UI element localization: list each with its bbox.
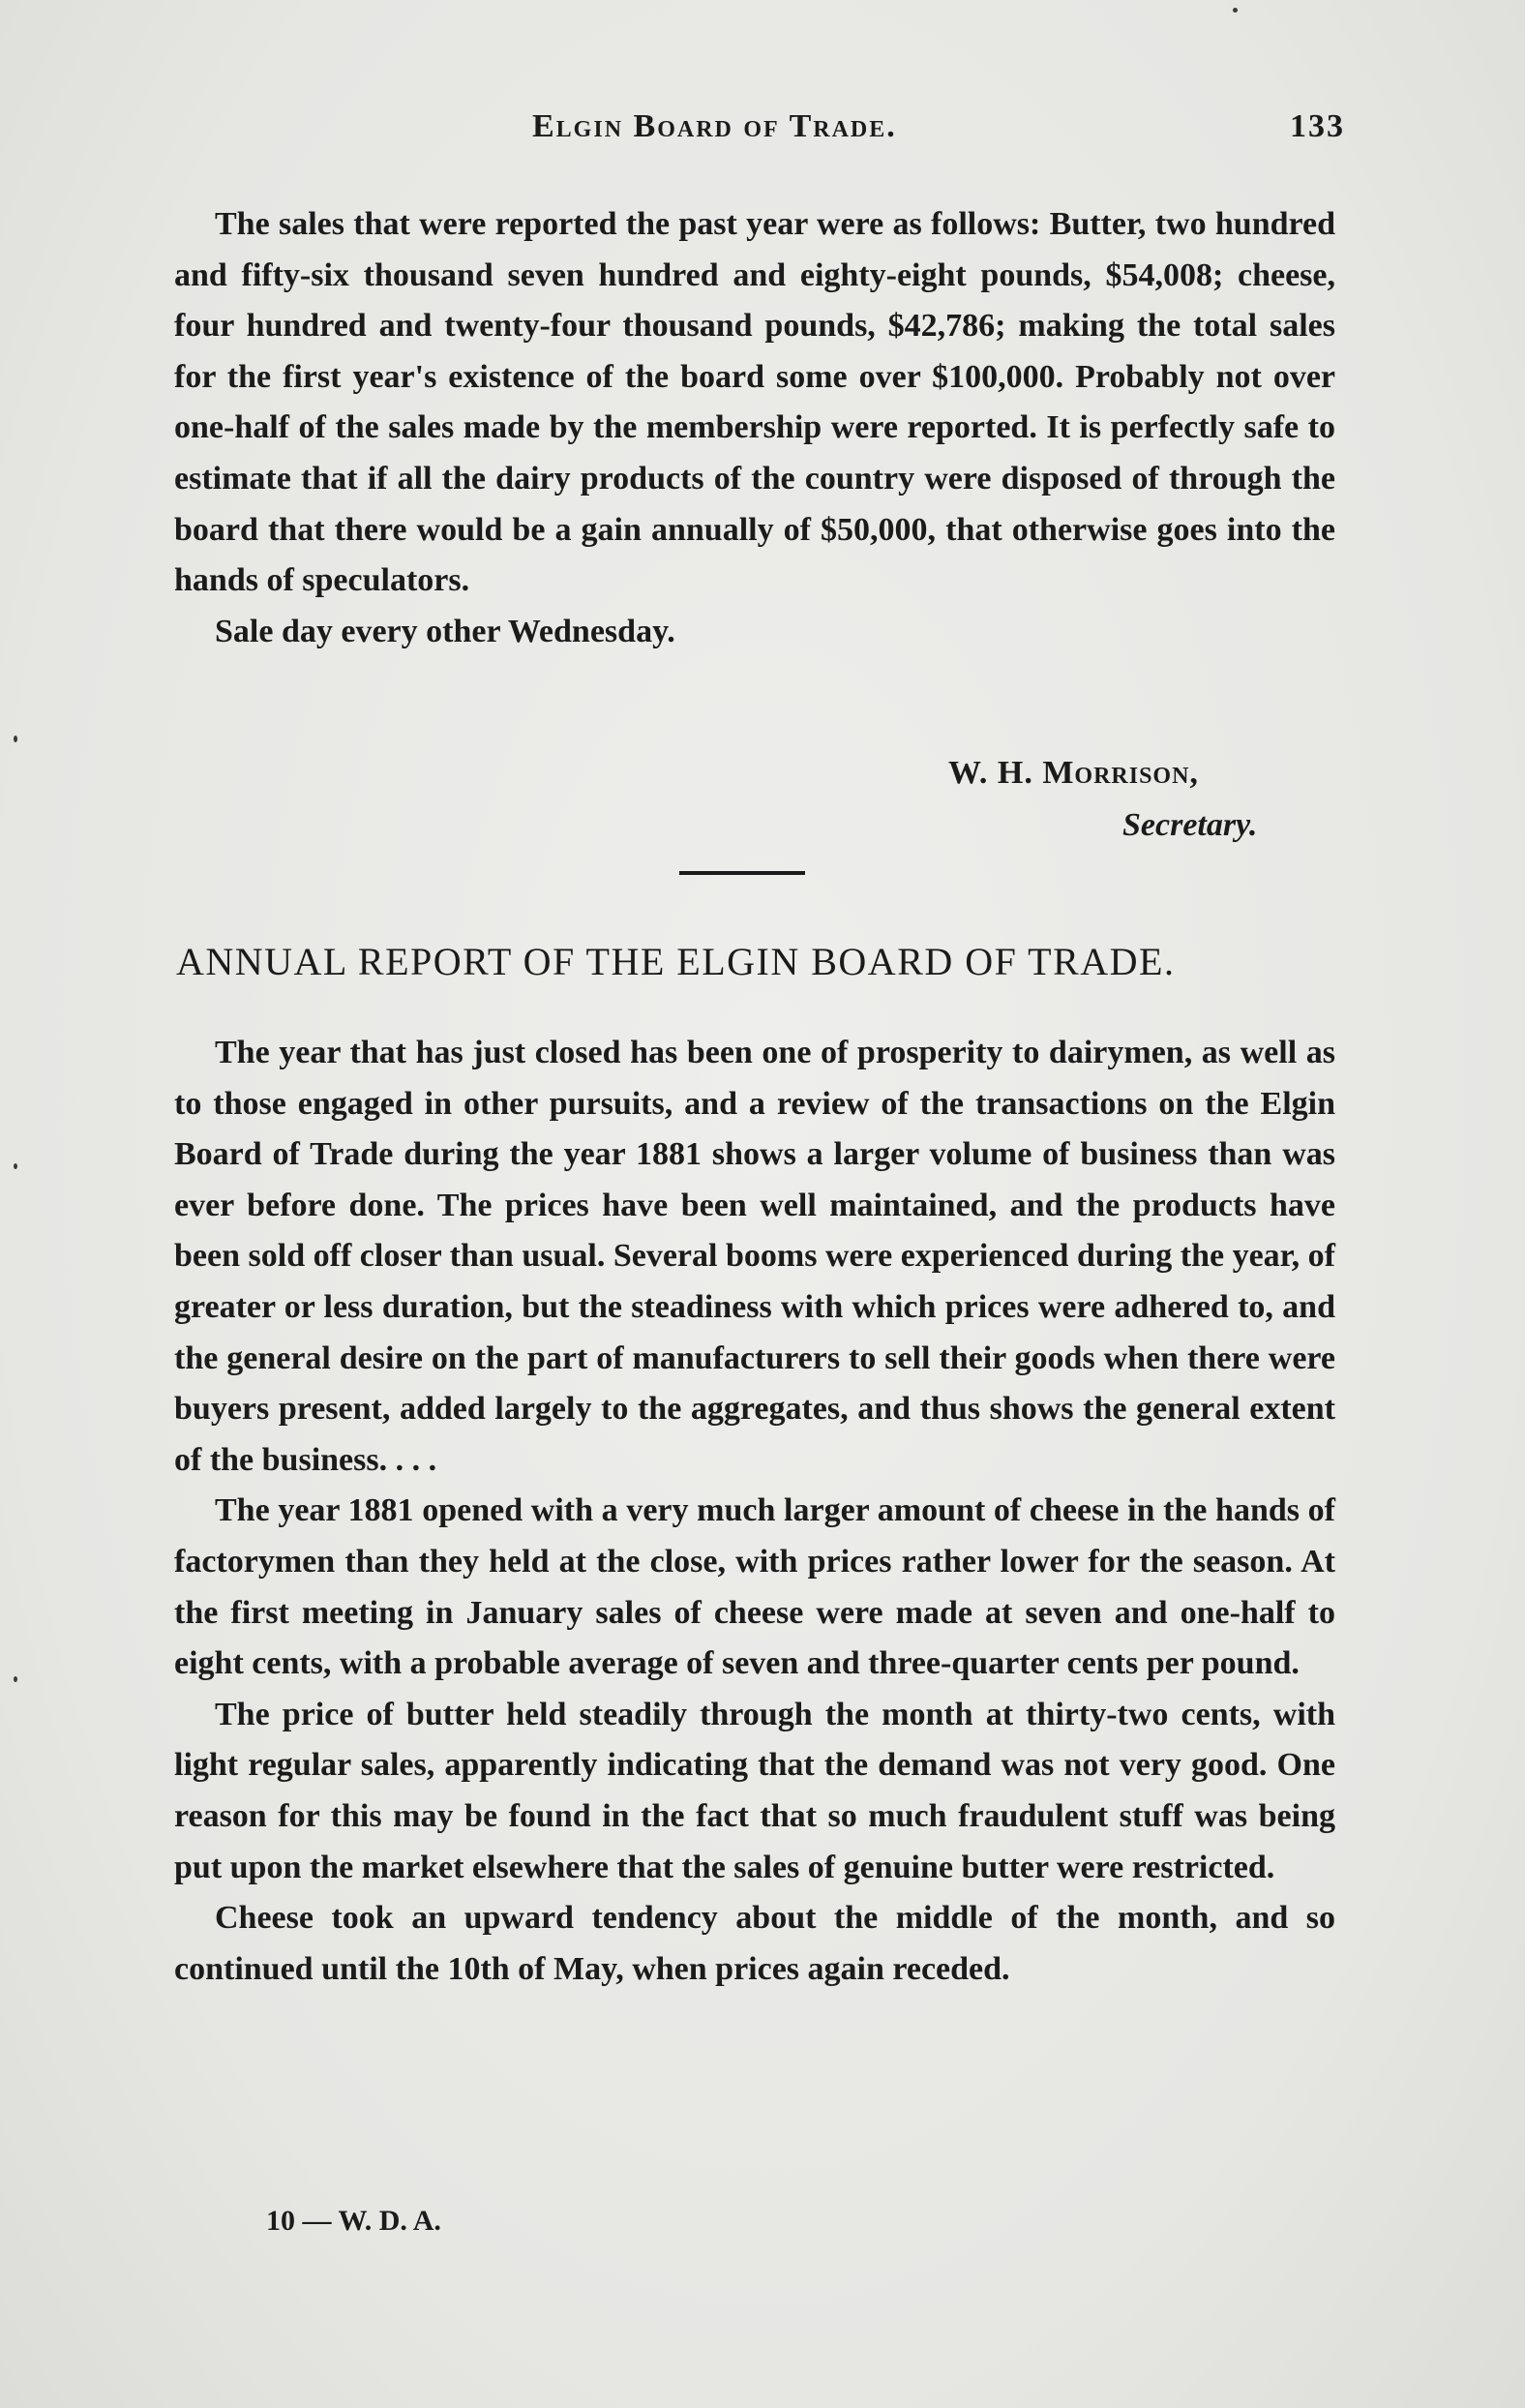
- print-speck: [14, 736, 17, 742]
- report-paragraph-4: Cheese took an upward tendency about the middle of the month, and so continued until the 10th of May, when prices again receded.: [174, 1900, 1335, 1987]
- sales-report-block: [174, 199, 1335, 657]
- running-head: [174, 108, 1345, 157]
- report-paragraph-3: The price of butter held steadily through the month at thirty-two cents, with light regular sales, apparently indicating that the demand was not very good. One reason for this may be found in the fact that so much fraudulent stuff was being put upon the market elsewhere that the sales of genuine butter were restricted.: [174, 1696, 1335, 1885]
- report-heading: ANNUAL REPORT OF THE ELGIN BOARD OF TRADE.: [176, 940, 1176, 983]
- sales-paragraph: The sales that were reported the past year were as follows: Butter, two hundred and fifty-six thousand seven hundred and eighty-eight pounds, $54,008; cheese, four hundred and twenty-four thousand pounds, $42,786; making the total sales for the first year's existence of the board some over $100,000. Probably not over one-half of the sales made by the membership were reported. It is perfectly safe to estimate that if all the dairy products of the country were disposed of through the board that there would be a gain annually of $50,000, that otherwise goes into the hands of speculators.: [174, 206, 1335, 599]
- print-speck: [14, 1163, 17, 1169]
- page-number: 133: [1290, 108, 1345, 144]
- running-title: Elgin Board of Trade.: [532, 108, 897, 144]
- signature-name: W. H. Morrison,: [948, 755, 1199, 791]
- signature-mark: 10 — W. D. A.: [266, 2205, 441, 2237]
- sale-day-paragraph: Sale day every other Wednesday.: [215, 613, 675, 649]
- signature-title: Secretary.: [1122, 807, 1258, 843]
- report-paragraph-2: The year 1881 opened with a very much larger amount of cheese in the hands of factorymen than they held at the close, with prices rather lower for the season. At the first meeting in January sales of cheese were made at seven and one-half to eight cents, with a probable average of seven and three-quarter cents per pound.: [174, 1492, 1335, 1682]
- section-divider: [679, 871, 805, 875]
- report-paragraph-1: The year that has just closed has been one of prosperity to dairymen, as well as to those engaged in other pursuits, and a review of the transactions on the Elgin Board of Trade during the year 1881 shows a larger volume of business than was ever before done. The prices have been well maintained, and the products have been sold off closer than usual. Several booms were experienced during the year, of greater or less duration, but the steadiness with which prices were adhered to, and the general desire on the part of manufacturers to sell their goods when there were buyers present, added largely to the aggregates, and thus shows the general extent of the business. . . .: [174, 1035, 1335, 1478]
- annual-report-body: [174, 1028, 1335, 1995]
- print-speck: [1233, 8, 1238, 13]
- print-speck: [14, 1676, 17, 1682]
